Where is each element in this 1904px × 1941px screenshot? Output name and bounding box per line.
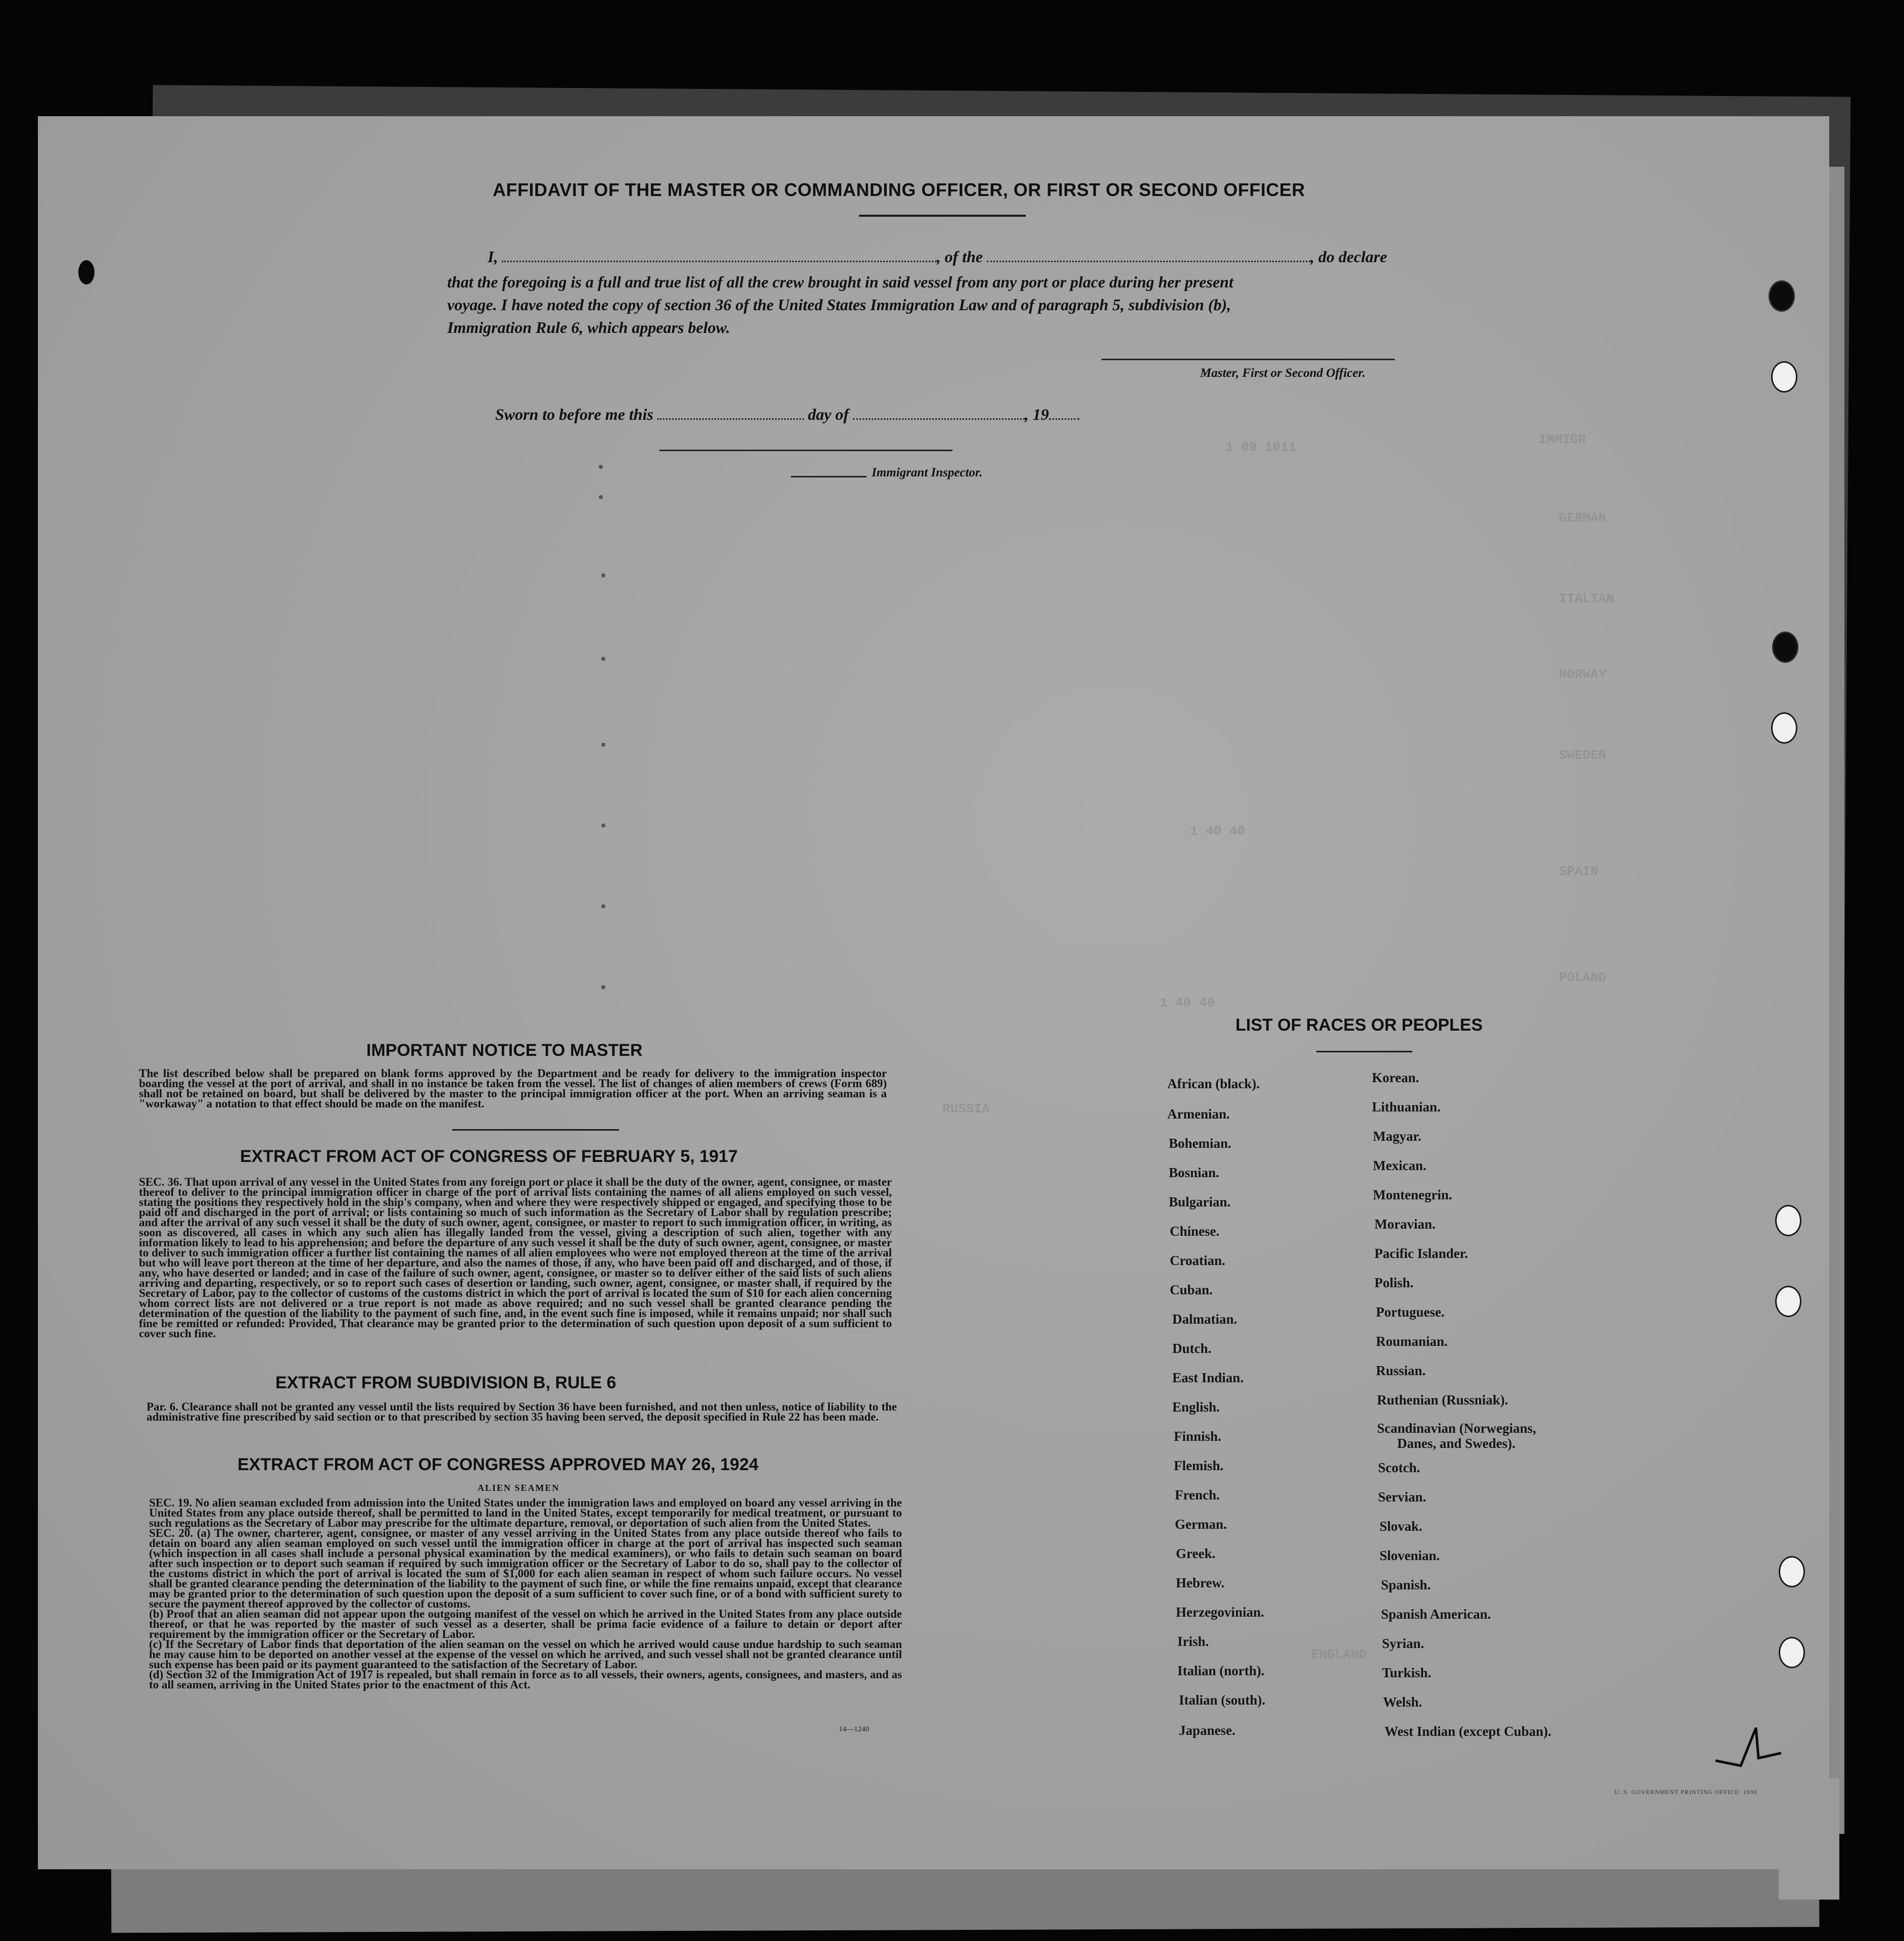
race-item: Dalmatian. xyxy=(1172,1312,1237,1327)
race-item: Servian. xyxy=(1378,1489,1426,1505)
sworn-day-field[interactable] xyxy=(657,405,804,420)
race-item: Lithuanian. xyxy=(1372,1099,1441,1114)
race-item: Russian. xyxy=(1376,1363,1426,1378)
punch-hole xyxy=(1769,280,1795,312)
sworn-month-field[interactable] xyxy=(853,405,1025,420)
punch-hole xyxy=(1775,1286,1801,1317)
race-item: Italian (south). xyxy=(1179,1692,1266,1708)
race-item: Cuban. xyxy=(1170,1282,1213,1297)
affidavit-of-the: , of the xyxy=(936,248,983,266)
race-item: Bulgarian. xyxy=(1169,1194,1231,1209)
inspector-label: Immigrant Inspector. xyxy=(872,466,983,479)
check-mark-icon xyxy=(1710,1718,1786,1773)
sworn-prefix: Sworn to before me this xyxy=(495,405,653,423)
race-item: Hebrew. xyxy=(1176,1575,1225,1590)
master-name-field[interactable] xyxy=(502,248,936,262)
race-item: Bosnian. xyxy=(1169,1165,1219,1180)
sworn-year-field[interactable] xyxy=(1049,405,1079,420)
race-item: Dutch. xyxy=(1172,1341,1212,1356)
race-item: Spanish American. xyxy=(1381,1607,1491,1622)
race-item: Scandinavian (Norwegians, xyxy=(1377,1421,1537,1436)
extract-1917-body: SEC. 36. That upon arrival of any vessel in the United States from any foreign port or place it shall be the duty of the owner, agent, consignee, or master thereof to deliver to the principal immigration officer in charge of the port of arrival lists containing the names of all aliens employed on such vessel, stating the positions they respectively hold in the ship's company, when and where they were respectively shipped or engaged, and specifying those to be paid off and discharged in the port of arrival; or lists containing so much of such information as the Secretary of Labor shall by regulation prescribe; and after the arrival of any such vessel it shall be the duty of such owner, agent, consignee, or master to report to such immigration officer, in writing, as soon as discovered, all cases in which any such alien has illegally landed from the vessel, giving a description of such alien, together with any information likely to lead to his apprehension; and before the departure of any such vessel it shall be the duty of such owner, agent, consignee, or master to deliver to such immigration officer a further list containing the names of all alien employees who were not employed thereon at the time of the arrival but who will leave port thereon at the time of her departure, and also the names of those, if any, who have been paid off and discharged, and of those, if any, who have deserted or landed; and in case of the failure of such owner, agent, consignee, or master so to deliver either of the said lists of such aliens arriving and departing, respectively, or so to report such cases of desertion or landing, such owner, agent, consignee, or master shall, if required by the Secretary of Labor, pay to the collector of customs of the customs district in which the port of arrival is located the sum of $10 for each alien concerning whom correct lists are not delivered or a true report is not made as above required; and no such vessel shall be granted clearance pending the determination of the question of the liability to the payment of such fine, and, in the event such fine is imposed, while it remains unpaid; nor shall such fine be remitted or refunded: Provided, That clearance may be granted prior to the determination of such question upon deposit of a sum sufficient to cover such fine. xyxy=(139,1176,892,1340)
affidavit-i: I, xyxy=(488,248,498,266)
notice-title: IMPORTANT NOTICE TO MASTER xyxy=(366,1041,643,1060)
race-item: Croatian. xyxy=(1170,1253,1225,1268)
notice-rule xyxy=(452,1129,619,1131)
race-item: Armenian. xyxy=(1167,1106,1230,1122)
race-item: Syrian. xyxy=(1382,1636,1424,1651)
race-item: Finnish. xyxy=(1174,1429,1221,1444)
punch-hole xyxy=(1771,361,1797,393)
punch-hole xyxy=(1775,1205,1801,1236)
inspector-short-line xyxy=(791,476,867,477)
race-item: Pacific Islander. xyxy=(1374,1246,1468,1261)
race-item: East Indian. xyxy=(1172,1370,1244,1385)
race-item: French. xyxy=(1175,1487,1220,1502)
extract-rule6-title: EXTRACT FROM SUBDIVISION B, RULE 6 xyxy=(275,1373,616,1392)
punch-hole xyxy=(1771,712,1797,744)
race-item: Greek. xyxy=(1176,1546,1216,1561)
race-item: Welsh. xyxy=(1383,1694,1422,1710)
race-item: Montenegrin. xyxy=(1373,1187,1452,1202)
race-item: Flemish. xyxy=(1174,1458,1224,1473)
race-item: Herzegovinian. xyxy=(1176,1605,1264,1620)
race-item: Korean. xyxy=(1372,1070,1419,1085)
race-item: West Indian (except Cuban). xyxy=(1385,1724,1552,1739)
printer-imprint: U. S. GOVERNMENT PRINTING OFFICE: 1930 xyxy=(1614,1788,1757,1796)
punch-hole xyxy=(1779,1556,1805,1587)
race-item: Irish. xyxy=(1177,1634,1209,1649)
vessel-name-field[interactable] xyxy=(987,248,1310,262)
race-item: Magyar. xyxy=(1373,1129,1421,1144)
punch-hole xyxy=(1779,1637,1805,1668)
races-title: LIST OF RACES OR PEOPLES xyxy=(1235,1015,1483,1035)
race-item: German. xyxy=(1175,1517,1227,1532)
punch-hole xyxy=(1772,632,1798,663)
race-item: Moravian. xyxy=(1374,1217,1436,1232)
extract-1917-title: EXTRACT FROM ACT OF CONGRESS OF FEBRUARY 5, 1917 xyxy=(240,1147,738,1166)
race-item: Polish. xyxy=(1374,1275,1414,1290)
form-code: 14—1240 xyxy=(839,1725,869,1733)
extract-1924-body: SEC. 19. No alien seaman excluded from admission into the United States under the immigration laws and employed on board any vessel arriving in the United States from any place outside thereof, shall be permitted to land in the United States, except temporarily for medical treatment, or pursuant to such regulations as the Secretary of Labor may prescribe for the ultimate departure, removal, or deportation of such alien from the United States. SEC. 20. (a) The owner, charterer, agent, consignee, or master of any vessel arriving in the United States from any place outside thereof who fails to detain on board any alien seaman employed on such vessel until the immigration officer in charge at the port of arrival has inspected such seaman (which inspection in all cases shall include a personal physical examination by the medical examiners), or who fails to detain such seaman on board after such inspection or to deport such seaman if required by such immigration officer or the Secretary of Labor to do so, shall pay to the collector of the customs district in which the port of arrival is located the sum of $1,000 for each alien seaman in respect of whom such failure occurs. No vessel shall be granted clearance pending the determination of the liability to the payment of such fine, or while the fine remains unpaid, except that clearance may be granted prior to the determination of such question upon the deposit of a sum sufficient to cover such fine, or of a bond with sufficient surety to secure the payment thereof approved by the collector of customs. (b) Proof that an alien seaman did not appear upon the outgoing manifest of the vessel on which he arrived in the United States from any place outside thereof, or that he was reported by the master of such vessel as a deserter, shall be prima facie evidence of a failure to detain or deport after requirement by the immigration officer or the Secretary of Labor. (c) If the Secretary of Labor finds that deportation of the alien seaman on the vessel on which he arrived would cause undue hardship to such seaman he may cause him to be deported on another vessel at the expense of the vessel on which he arrived, and such vessel shall not be granted clearance until such expense has been paid or its payment guaranteed to the satisfaction of the Secretary of Labor. (d) Section 32 of the Immigration Act of 1917 is repealed, but shall remain in force as to all vessels, their owners, agents, consignees, and masters, and as to all seamen, arriving in the United States prior to the enactment of this Act. xyxy=(149,1496,902,1691)
race-item: Turkish. xyxy=(1382,1665,1432,1680)
master-signature-label: Master, First or Second Officer. xyxy=(1200,366,1366,380)
affidavit-line-1 xyxy=(488,248,1387,266)
extract-1924-subtitle: ALIEN SEAMEN xyxy=(478,1483,560,1493)
race-item: Chinese. xyxy=(1170,1224,1220,1239)
race-item: Portuguese. xyxy=(1376,1304,1445,1320)
race-item: Scotch. xyxy=(1378,1460,1420,1475)
extract-1924-title: EXTRACT FROM ACT OF CONGRESS APPROVED MAY 26, 1924 xyxy=(237,1455,758,1474)
race-item: Danes, and Swedes). xyxy=(1397,1436,1516,1451)
affidavit-line-3: voyage. I have noted the copy of section 36 of the United States Immigration Law and of paragraph 5, subdivision (b), xyxy=(447,296,1231,314)
race-item: Mexican. xyxy=(1373,1158,1426,1173)
affidavit-declare: , do declare xyxy=(1310,248,1387,266)
inspector-signature-line[interactable] xyxy=(659,450,953,451)
affidavit-title: AFFIDAVIT OF THE MASTER OR COMMANDING OFFICER, OR FIRST OR SECOND OFFICER xyxy=(493,179,1305,200)
sworn-line xyxy=(495,405,1079,424)
races-underline xyxy=(1316,1051,1412,1052)
race-item: Ruthenian (Russniak). xyxy=(1377,1392,1508,1408)
race-item: Italian (north). xyxy=(1177,1663,1265,1678)
affidavit-line-4: Immigration Rule 6, which appears below. xyxy=(447,318,730,336)
race-item: African (black). xyxy=(1167,1076,1260,1091)
sworn-year-label: , 19 xyxy=(1024,405,1049,423)
race-item: Roumanian. xyxy=(1376,1334,1448,1349)
race-item: Bohemian. xyxy=(1169,1136,1231,1151)
title-underline xyxy=(859,215,1026,217)
race-item: Slovenian. xyxy=(1379,1548,1440,1563)
race-item: Spanish. xyxy=(1381,1577,1431,1592)
master-signature-line[interactable] xyxy=(1102,359,1395,360)
affidavit-line-2: that the foregoing is a full and true list of all the crew brought in said vessel from any port or place during her present xyxy=(447,273,1233,291)
extract-rule6-body: Par. 6. Clearance shall not be granted any vessel until the lists required by Section 36 have been furnished, and not then unless, notice of liability to the administrative fine prescribed by said section or to that prescribed by section 35 having been served, the deposit specified in Rule 22 has been made. xyxy=(147,1400,897,1423)
sworn-day-label: day of xyxy=(807,405,849,423)
tear-mark xyxy=(78,260,94,284)
race-item: Japanese. xyxy=(1179,1723,1235,1738)
manifest-sheet: IMMIGR GERMAN ITALIAN NORWAY SWEDEN SPAIN POLAND 1 09 1011 1 40 40 1 40 40 RUSSIA ENGLAND AFFIDAVIT OF THE MASTER OR COMMANDING OFFICER, OR FIRST OR SECOND OFFICER I, , of the , do declare that the foregoing is a full and true list of all the crew brought in said vessel from any port or place during her present voyage. I have noted the copy of section 36 of the United States Immigration Law and of paragraph 5, subdivision (b), Immigration Rule 6, which appears below. Master, First or Second Officer. Sworn to before me this day of , 19 Immigrant Inspector. IMPORTANT NOTICE TO MASTER The list described below shall be prepared on blank forms approved by the Department and be ready for delivery to the immigration inspector boarding the vessel at the port of arrival, and shall in no instance be taken from the vessel. The list of changes of alien members of crews (Form 689) shall not be retained on board, but shall be delivered by the master to the principal immigration officer at the port. When an arriving seaman is a "workaway" a notation to that effect should be made on the manifest. EXTRACT FROM ACT OF CONGRESS OF FEBRUARY 5, 1917 SEC. 36. That upon arrival of any vessel in the United States from any foreign port or place it shall be the duty of the owner, agent, consignee, or master thereof to deliver to the principal immigration officer in charge of the port of arrival lists containing the names of all aliens employed on such vessel, stating the positions they respectively hold in the ship's company, when and where they were respectively shipped or engaged, and specifying those to be paid off and discharged in the port of arrival; or lists containing so much of such information as the Secretary of Labor shall by regulation prescribe; and after the arrival of any such vessel it shall be the duty of such owner, agent, consignee, or master to report to such immigration officer, in writing, as soon as discovered, all cases in which any such alien has illegally landed from the vessel, giving a description of such alien, together with any information likely to lead to his apprehension; and before the departure of any such vessel it shall be the duty of such owner, agent, consignee, or master to deliver to such immigration officer a further list containing the names of all alien employees who were not employed thereon at the time of the arrival but who will leave port thereon at the time of her departure, and also the names of those, if any, who have been paid off and discharged, and of those, if any, who have deserted or landed; and in case of the failure of such owner, agent, consignee, or master so to deliver either of the said lists of such aliens arriving and departing, respectively, or so to report such cases of desertion or landing, such owner, agent, consignee, or master shall, if required by the Secretary of Labor, pay to the collector of customs of the customs district in which the port of arrival is located the sum of $10 for each alien concerning whom correct lists are not delivered or a true report is not made as above required; and no such vessel shall be granted clearance pending the determination of the question of the liability to the payment of such fine, and, in the event such fine is imposed, while it remains unpaid; nor shall such fine be remitted or refunded: Provided, That clearance may be granted prior to the determination of such question upon deposit of a sum sufficient to cover such fine. EXTRACT FROM SUBDIVISION B, RULE 6 Par. 6. Clearance shall not be granted any vessel until the lists required by Section 36 have been furnished, and not then unless, notice of liability to the administrative fine prescribed by said section or to that prescribed by section 35 having been served, the deposit specified in Rule 22 has been made. EXTRACT FROM ACT OF CONGRESS APPROVED MAY 26, 1924 ALIEN SEAMEN SEC. 19. No alien seaman excluded from admission into the United States under the immigration laws and employed on board any vessel arriving in the United States from any place outside thereof, shall be permitted to land in the United States, except temporarily for medical treatment, or pursuant to such regulations as the Secretary of Labor may prescribe for the ultimate departure, removal, or deportation of such alien from the United States. SEC. 20. (a) The owner, charterer, agent, consignee, or master of any vessel arriving in the United States from any place outside thereof who fails to detain on board any alien seaman employed on such vessel until the immigration officer in charge at the port of arrival has inspected such seaman (which inspection in all cases shall include a personal physical examination by the medical examiners), or who fails to detain such seaman on board after such inspection or to deport such seaman if required by such immigration officer or the Secretary of Labor to do so, shall pay to the collector of the customs district in which the port of arrival is located the sum of $1,000 for each alien seaman in respect of whom such failure occurs. No vessel shall be granted clearance pending the determination of the liability to the payment of such fine, or while the fine remains unpaid, except that clearance may be granted prior to the determination of such question upon the deposit of a sum sufficient to cover such fine, or of a bond with sufficient surety to secure the payment thereof approved by the collector of customs. (b) Proof that an alien seaman did not appear upon the outgoing manifest of the vessel on which he arrived in the United States from any place outside thereof, or that he was reported by the master of such vessel as a deserter, shall be prima facie evidence of a failure to detain or deport after requirement by the immigration officer or the Secretary of Labor. (c) If the Secretary of Labor finds that deportation of the alien seaman on the vessel on which he arrived would cause undue hardship to such seaman he may cause him to be deported on another vessel at the expense of the vessel on which he arrived, and such vessel shall not be granted clearance until such expense has been paid or its payment guaranteed to the satisfaction of the Secretary of Labor. (d) Section 32 of the Immigration Act of 1917 is repealed, but shall remain in force as to all vessels, their owners, agents, consignees, and masters, and as to all seamen, arriving in the United States prior to the enactment of this Act. 14—1240 LIST OF RACES OR PEOPLES African (black). Armenian. Bohemian. Bosnian. Bulgarian. Chinese. Croatian. Cuban. Dalmatian. Dutch. East Indian. English. Finnish. Flemish. French. German. Greek. Hebrew. Herzegovinian. Irish. Italian (north). Italian (south). Japanese. Korean. Lithuanian. Magyar. Mexican. Montenegrin. Moravian. Pacific Islander. Polish. Portuguese. Roumanian. Russian. Ruthenian (Russniak). Scandinavian (Norwegians, Danes, and Swedes). Scotch. Servian. Slovak. Slovenian. Spanish. Spanish American. Syrian. Turkish. Welsh. West Indian (except Cuban). U. S. GOVERNMENT PRINTING OFFICE: 1930 xyxy=(38,116,1829,1869)
notice-body: The list described below shall be prepared on blank forms approved by the Department and be ready for delivery to the immigration inspector boarding the vessel at the port of arrival, and shall in no instance be taken from the vessel. The list of changes of alien members of crews (Form 689) shall not be retained on board, but shall be delivered by the master to the principal immigration officer at the port. When an arriving seaman is a "workaway" a notation to that effect should be made on the manifest. xyxy=(139,1067,887,1110)
race-item: English. xyxy=(1172,1399,1220,1415)
race-item: Slovak. xyxy=(1379,1519,1422,1534)
